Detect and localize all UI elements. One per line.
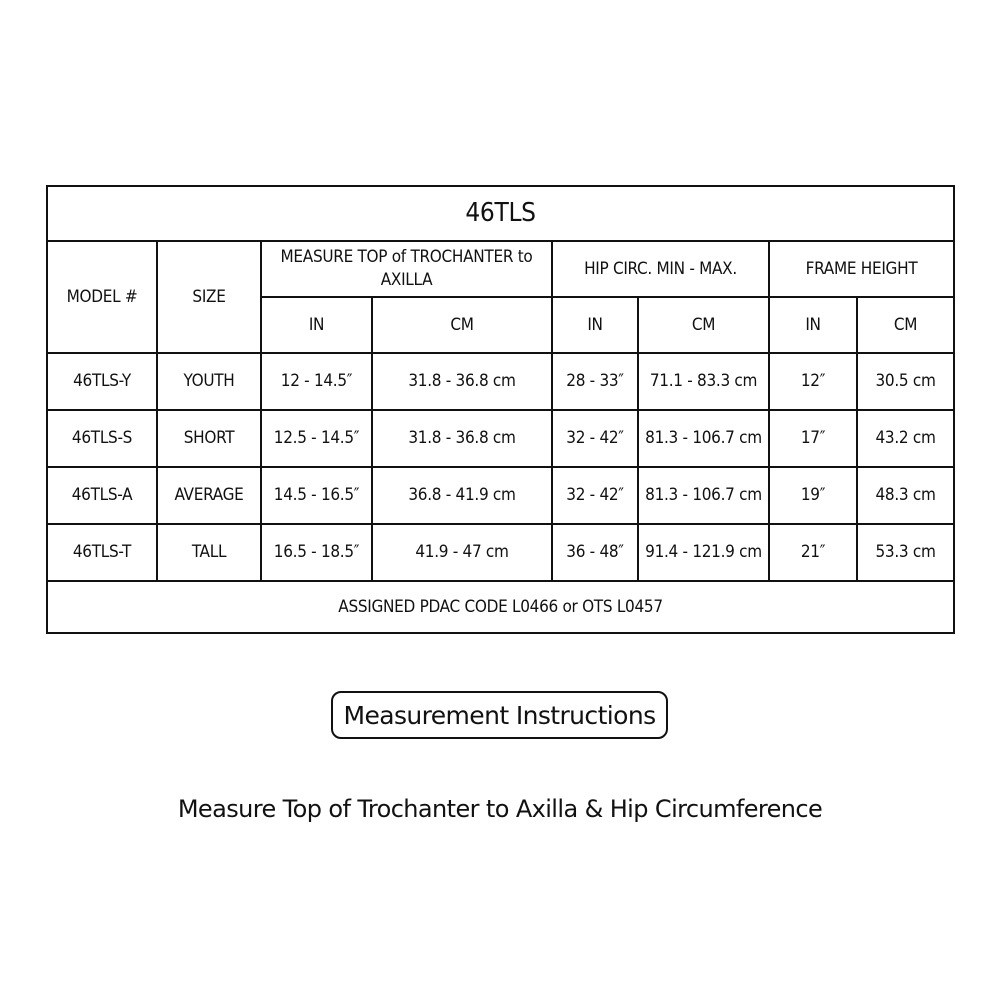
- table-row: [47, 467, 954, 524]
- header-measure-group: MEASURE TOP of TROCHANTER to AXILLA: [261, 241, 552, 297]
- cell-hip-cm: 91.4 - 121.9 cm: [638, 524, 769, 581]
- cell-frame-in: 17″: [769, 410, 857, 467]
- table-title: 46TLS: [47, 186, 954, 241]
- cell-frame-cm: 48.3 cm: [857, 467, 954, 524]
- cell-measure-cm: 31.8 - 36.8 cm: [372, 410, 552, 467]
- cell-size: TALL: [157, 524, 261, 581]
- cell-model: 46TLS-Y: [47, 353, 157, 410]
- cell-frame-cm: 43.2 cm: [857, 410, 954, 467]
- table-row: [47, 353, 954, 410]
- cell-model: 46TLS-S: [47, 410, 157, 467]
- cell-model: 46TLS-T: [47, 524, 157, 581]
- subheader-hip-cm: CM: [638, 297, 769, 353]
- cell-hip-in: 36 - 48″: [552, 524, 638, 581]
- cell-measure-cm: 41.9 - 47 cm: [372, 524, 552, 581]
- cell-measure-cm: 36.8 - 41.9 cm: [372, 467, 552, 524]
- cell-measure-in: 14.5 - 16.5″: [261, 467, 372, 524]
- cell-hip-in: 32 - 42″: [552, 467, 638, 524]
- header-frame-group: FRAME HEIGHT: [769, 241, 954, 297]
- subheader-measure-in: IN: [261, 297, 372, 353]
- table-row: [47, 410, 954, 467]
- subheader-measure-cm: CM: [372, 297, 552, 353]
- subheader-frame-cm: CM: [857, 297, 954, 353]
- size-chart-table: [46, 185, 955, 634]
- cell-frame-cm: 30.5 cm: [857, 353, 954, 410]
- cell-measure-in: 12.5 - 14.5″: [261, 410, 372, 467]
- cell-hip-in: 32 - 42″: [552, 410, 638, 467]
- cell-hip-cm: 81.3 - 106.7 cm: [638, 467, 769, 524]
- measurement-instructions-text: Measure Top of Trochanter to Axilla & Hip Circumference: [177, 795, 823, 823]
- cell-measure-in: 12 - 14.5″: [261, 353, 372, 410]
- cell-size: SHORT: [157, 410, 261, 467]
- cell-measure-cm: 31.8 - 36.8 cm: [372, 353, 552, 410]
- cell-measure-in: 16.5 - 18.5″: [261, 524, 372, 581]
- table-row: [47, 524, 954, 581]
- pdac-code-footer: ASSIGNED PDAC CODE L0466 or OTS L0457: [47, 581, 954, 633]
- cell-frame-in: 12″: [769, 353, 857, 410]
- cell-frame-cm: 53.3 cm: [857, 524, 954, 581]
- cell-frame-in: 21″: [769, 524, 857, 581]
- header-hip-group: HIP CIRC. MIN - MAX.: [552, 241, 769, 297]
- cell-size: AVERAGE: [157, 467, 261, 524]
- cell-hip-cm: 71.1 - 83.3 cm: [638, 353, 769, 410]
- subheader-frame-in: IN: [769, 297, 857, 353]
- measurement-instructions-button[interactable]: Measurement Instructions: [331, 691, 668, 739]
- cell-hip-in: 28 - 33″: [552, 353, 638, 410]
- header-model: MODEL #: [47, 241, 157, 353]
- cell-size: YOUTH: [157, 353, 261, 410]
- cell-frame-in: 19″: [769, 467, 857, 524]
- subheader-hip-in: IN: [552, 297, 638, 353]
- size-chart-container: [46, 185, 953, 631]
- cell-hip-cm: 81.3 - 106.7 cm: [638, 410, 769, 467]
- cell-model: 46TLS-A: [47, 467, 157, 524]
- header-size: SIZE: [157, 241, 261, 353]
